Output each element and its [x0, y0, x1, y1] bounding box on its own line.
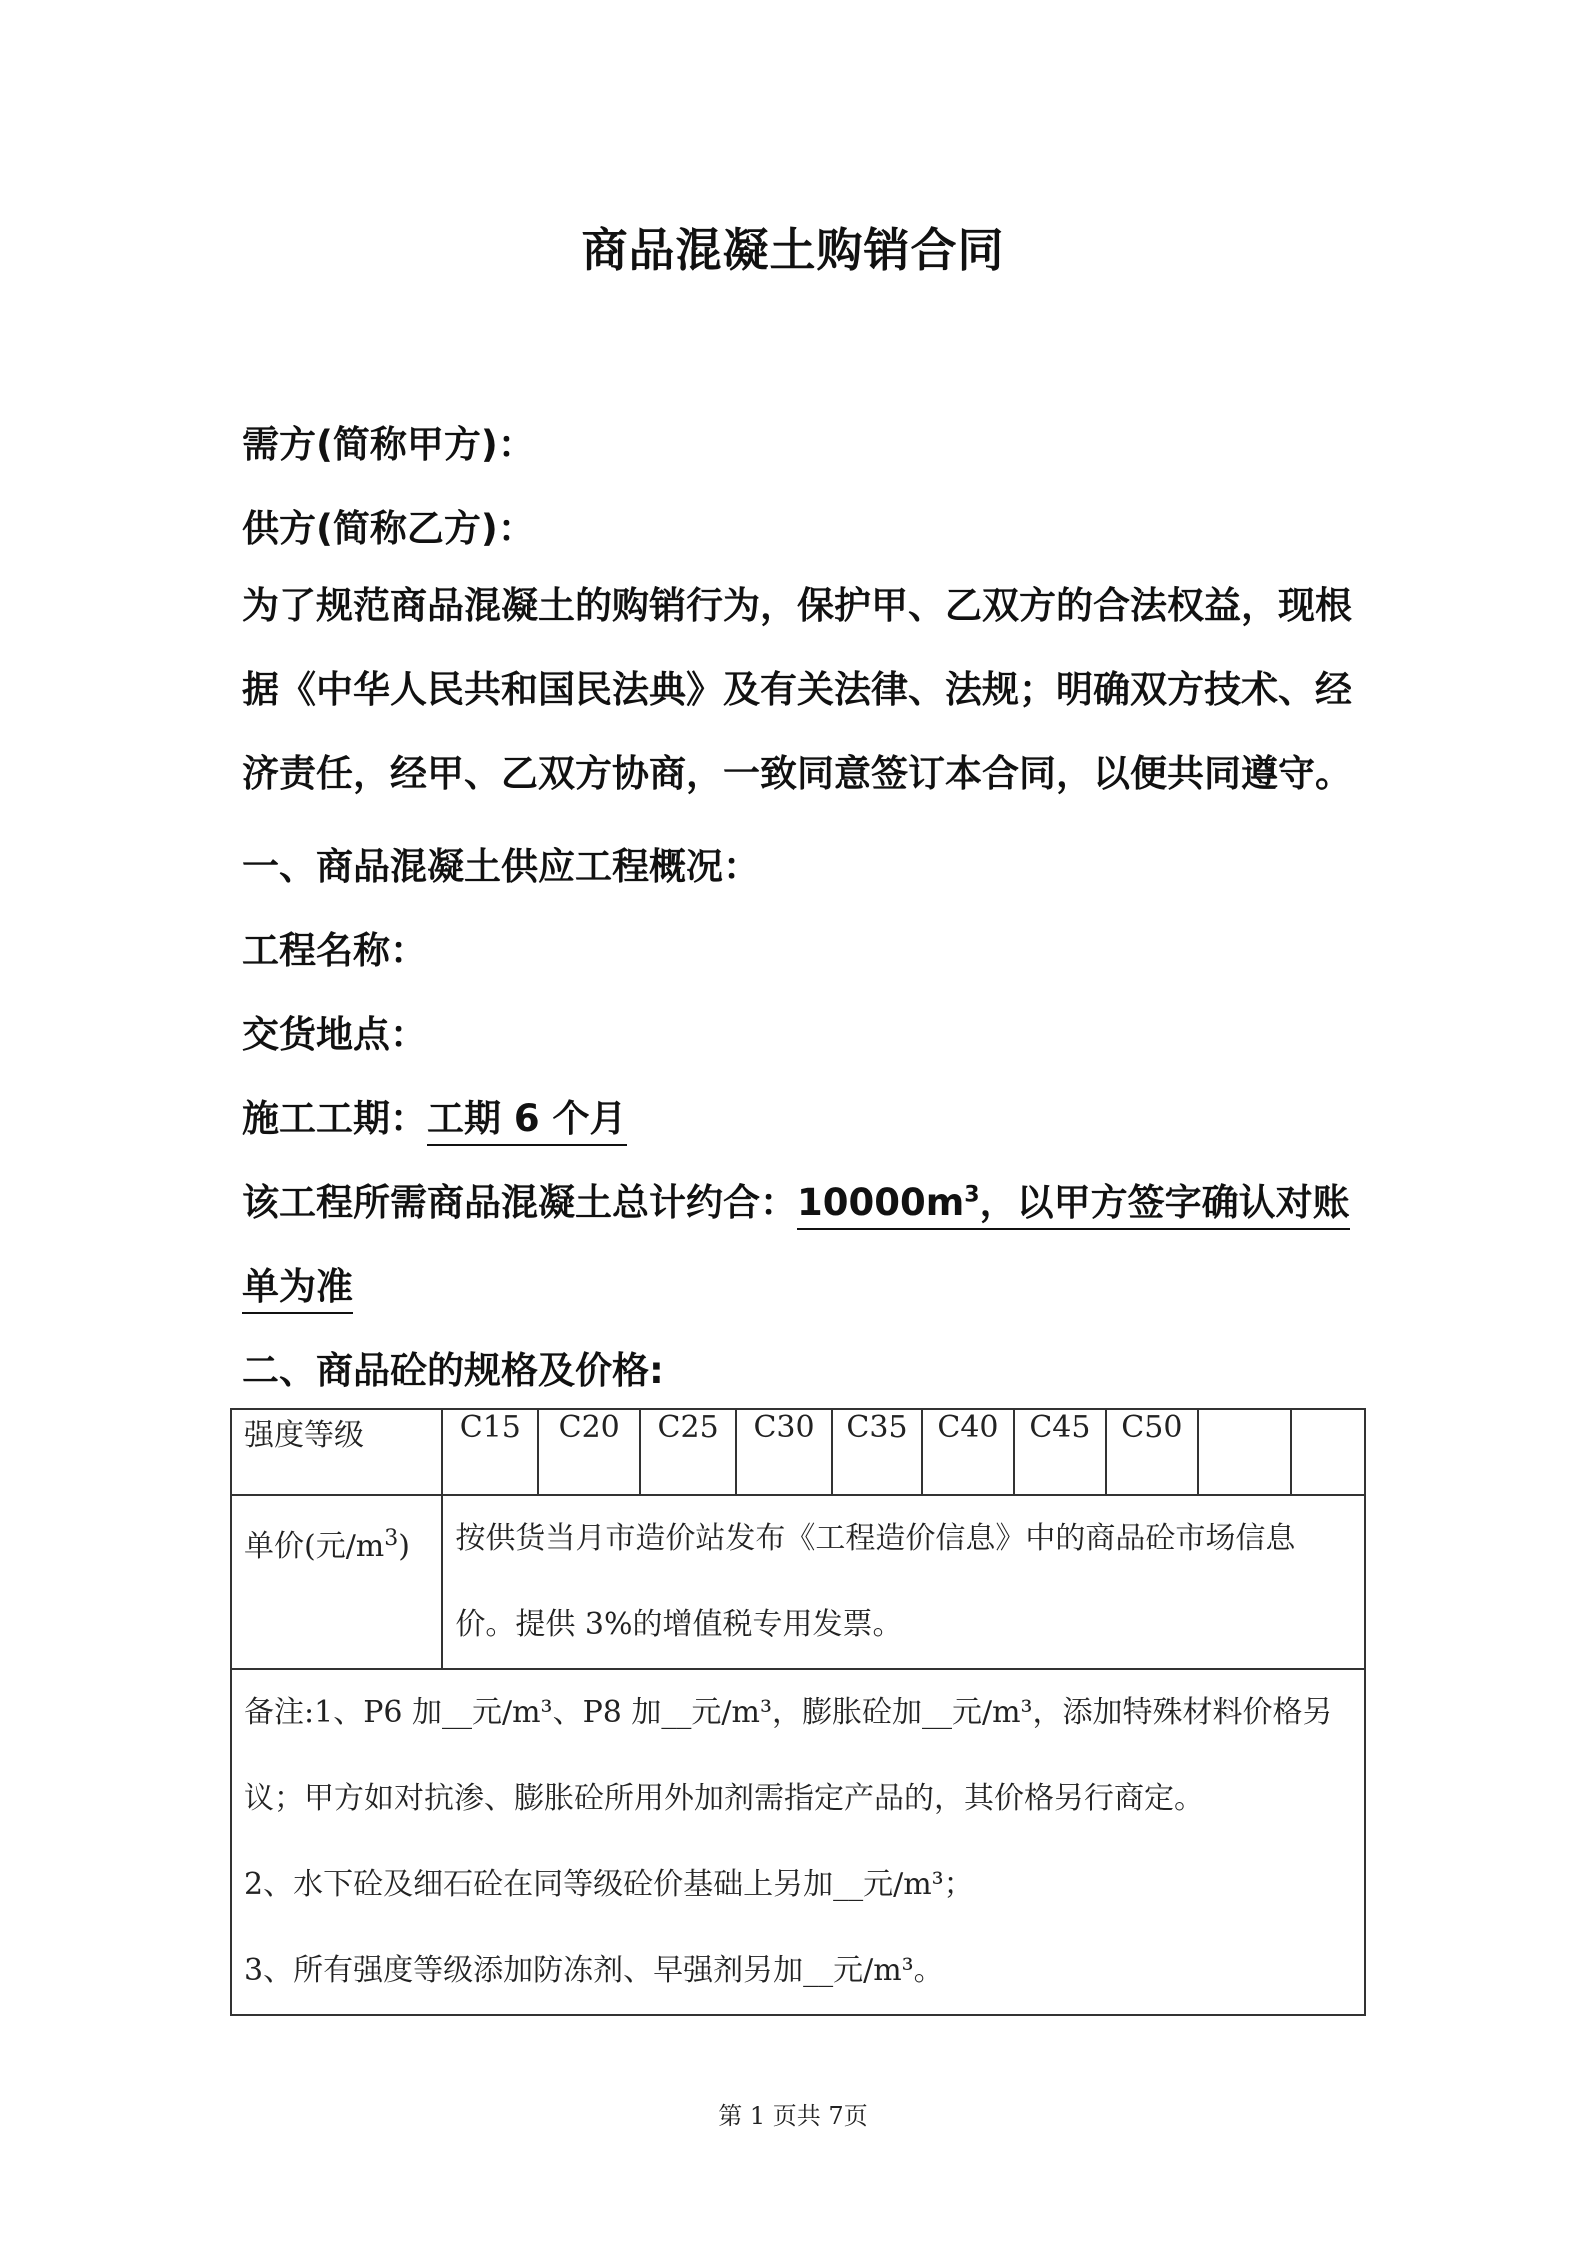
buyer-line: 需方(简称甲方)： — [242, 423, 535, 466]
grade-cell: C35 — [832, 1409, 922, 1495]
note-3: 3、所有强度等级添加防冻剂、早强剂另加__元/m³。 — [244, 1953, 944, 1988]
grade-cell-empty — [1198, 1409, 1291, 1495]
grade-cell-empty — [1291, 1409, 1365, 1495]
delivery-location-label: 交货地点： — [242, 1013, 427, 1056]
construction-period-line — [242, 1088, 627, 1142]
grade-label-cell: 强度等级 — [231, 1409, 442, 1495]
grade-cell: C45 — [1014, 1409, 1106, 1495]
document-title: 商品混凝土购销合同 — [581, 223, 1005, 277]
total-volume-value-cont: 单为准 — [242, 1265, 353, 1314]
construction-period-label: 施工工期： — [242, 1097, 427, 1140]
section1-heading: 一、商品混凝土供应工程概况： — [242, 845, 760, 888]
grade-cell: C25 — [640, 1409, 736, 1495]
grade-cell: C30 — [736, 1409, 832, 1495]
total-volume-line2 — [242, 1256, 353, 1310]
section2-heading: 二、商品砼的规格及价格: — [242, 1349, 664, 1392]
construction-period-value: 工期 6 个月 — [427, 1097, 627, 1146]
grade-cell: C20 — [538, 1409, 640, 1495]
total-volume-label: 该工程所需商品混凝土总计约合： — [242, 1181, 797, 1224]
note-1: 备注:1、P6 加__元/m³、P8 加__元/m³，膨胀砼加__元/m³，添加特殊材料价格另议；甲方如对抗渗、膨胀砼所用外加剂需指定产品的，其价格另行商定。 — [244, 1695, 1333, 1816]
note-2: 2、水下砼及细石砼在同等级砼价基础上另加__元/m³； — [244, 1867, 974, 1902]
grade-cell: C15 — [442, 1409, 538, 1495]
price-row — [231, 1495, 1365, 1669]
total-volume-value: $10000m^3$，以甲方签字确认对账 — [797, 1181, 1350, 1230]
grade-cell: C50 — [1106, 1409, 1198, 1495]
price-label-cell: 单价(元$/m^3$) — [231, 1495, 442, 1669]
grade-cell: C40 — [922, 1409, 1014, 1495]
preamble-paragraph: 为了规范商品混凝土的购销行为，保护甲、乙双方的合法权益，现根据《中华人民共和国民法典》及有关法律、法规；明确双方技术、经济责任，经甲、乙双方协商，一致同意签订本合同，以便共同遵守。 — [242, 584, 1352, 795]
page-footer: 第 1 页共 7页 — [718, 2102, 868, 2130]
price-text-cell: 按供货当月市造价站发布《工程造价信息》中的商品砼市场信息价。提供 3%的增值税专用发票。 — [442, 1495, 1365, 1669]
spec-price-table — [230, 1408, 1366, 2016]
project-name-label: 工程名称： — [242, 929, 427, 972]
grade-row — [231, 1409, 1365, 1495]
total-volume-line — [242, 1172, 1350, 1226]
seller-line: 供方(简称乙方)： — [242, 507, 535, 550]
notes-cell — [231, 1669, 1365, 2015]
notes-row — [231, 1669, 1365, 2015]
